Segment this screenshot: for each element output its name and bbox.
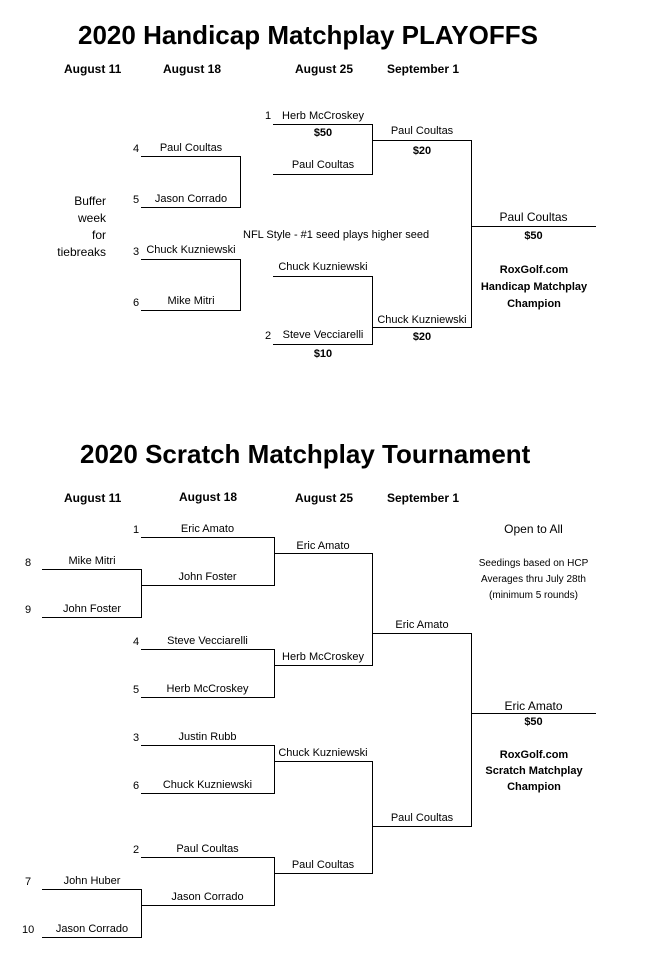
seeding-note-line: Averages thru July 28th <box>481 574 586 585</box>
seed-number: 2 <box>133 844 140 856</box>
player-name: Eric Amato <box>296 540 350 552</box>
date-label: September 1 <box>387 491 460 505</box>
champion-caption <box>470 747 598 795</box>
bracket-line <box>141 857 274 858</box>
player-name: Mike Mitri <box>68 555 116 567</box>
bracket-line <box>273 276 372 277</box>
bracket-line <box>141 905 274 906</box>
player-name: Paul Coultas <box>291 859 355 871</box>
seeding-note <box>466 556 601 604</box>
seed-number: 3 <box>133 246 140 258</box>
seed-number: 4 <box>133 143 140 155</box>
buffer-note-line: for <box>91 228 106 242</box>
champion-caption <box>470 262 598 313</box>
player-name: Herb McCroskey <box>282 110 364 122</box>
open-note: Open to All <box>504 522 563 536</box>
player-name: Paul Coultas <box>390 125 454 137</box>
player-name: Jason Corrado <box>55 923 129 935</box>
caption-line: Handicap Matchplay <box>480 281 588 293</box>
bracket-line <box>471 713 596 714</box>
buffer-note <box>46 193 106 261</box>
bracket-line <box>372 553 373 666</box>
seed-number: 5 <box>133 684 140 696</box>
bracket-line <box>141 310 240 311</box>
prize-amount: $50 <box>524 716 543 728</box>
player-name: John Foster <box>178 571 237 583</box>
player-name: Eric Amato <box>395 619 449 631</box>
caption-line: RoxGolf.com <box>499 749 569 761</box>
bracket-line <box>273 124 372 125</box>
player-name: Paul Coultas <box>291 159 355 171</box>
bracket-line <box>471 633 472 827</box>
date-label: August 18 <box>179 490 238 504</box>
bracket-line <box>42 889 141 890</box>
player-name: Chuck Kuzniewski <box>278 261 368 273</box>
seed-number: 6 <box>133 297 140 309</box>
prize-amount: $50 <box>313 127 333 139</box>
bracket-line <box>141 697 274 698</box>
player-name: Herb McCroskey <box>282 651 364 663</box>
buffer-note-line: Buffer <box>74 194 106 208</box>
bracket-line <box>274 665 372 666</box>
bracket-line <box>372 826 471 827</box>
date-label: August 11 <box>64 62 122 76</box>
bracket-line <box>42 937 141 938</box>
caption-line: Scratch Matchplay <box>485 765 583 777</box>
player-name: John Foster <box>62 603 122 615</box>
prize-amount: $20 <box>412 331 432 343</box>
handicap-title: 2020 Handicap Matchplay PLAYOFFS <box>78 20 538 50</box>
bracket-line <box>141 207 240 208</box>
prize-amount: $20 <box>412 145 432 157</box>
champion-name: Eric Amato <box>504 699 563 713</box>
caption-line: Champion <box>507 781 561 793</box>
bracket-line <box>141 537 274 538</box>
date-label: August 25 <box>295 491 354 505</box>
player-name: Paul Coultas <box>159 142 223 154</box>
date-label: August 18 <box>163 62 222 76</box>
player-name: Paul Coultas <box>390 812 454 824</box>
seed-number: 10 <box>22 924 35 936</box>
player-name: Steve Vecciarelli <box>167 635 248 647</box>
seed-number: 8 <box>25 557 32 569</box>
bracket-line <box>141 585 274 586</box>
player-name: Jason Corrado <box>154 193 228 205</box>
bracket-line <box>240 259 241 311</box>
bracket-line <box>274 553 372 554</box>
player-name: Herb McCroskey <box>166 683 249 695</box>
bracket-line <box>141 156 240 157</box>
player-name: Justin Rubb <box>178 731 237 743</box>
bracket-line <box>141 793 274 794</box>
date-label: August 25 <box>295 62 354 76</box>
player-name: Jason Corrado <box>171 891 244 903</box>
seed-number: 5 <box>133 194 140 206</box>
date-label: September 1 <box>387 62 460 76</box>
seed-number: 4 <box>133 636 140 648</box>
bracket-line <box>141 745 274 746</box>
player-name: Steve Vecciarelli <box>282 329 364 341</box>
player-name: Paul Coultas <box>176 843 239 855</box>
seed-number: 1 <box>133 524 140 536</box>
champion-name: Paul Coultas <box>499 210 568 224</box>
bracket-line <box>42 617 141 618</box>
seed-number: 9 <box>25 604 32 616</box>
seed-number: 6 <box>133 780 140 792</box>
player-name: Chuck Kuzniewski <box>162 779 253 791</box>
bracket-line <box>42 569 141 570</box>
seed-number: 3 <box>133 732 140 744</box>
date-label: August 11 <box>64 491 122 505</box>
bracket-line <box>471 226 596 227</box>
bracket-line <box>273 174 372 175</box>
bracket-line <box>240 156 241 208</box>
seeding-note-line: Seedings based on HCP <box>478 558 589 569</box>
player-name: Chuck Kuzniewski <box>146 244 236 256</box>
bracket-line <box>274 873 372 874</box>
prize-amount: $50 <box>524 230 543 242</box>
bracket-line <box>141 649 274 650</box>
bracket-line <box>372 327 471 328</box>
prize-amount: $10 <box>313 348 333 360</box>
bracket-line <box>372 633 471 634</box>
player-name: Mike Mitri <box>167 295 215 307</box>
seed-number: 2 <box>265 330 272 342</box>
bracket-line <box>274 761 372 762</box>
caption-line: Champion <box>507 298 561 310</box>
seed-number: 1 <box>265 110 272 122</box>
seed-number: 7 <box>25 876 32 888</box>
nfl-style-note: NFL Style - #1 seed plays higher seed <box>243 229 430 241</box>
scratch-title: 2020 Scratch Matchplay Tournament <box>80 439 531 469</box>
buffer-note-line: tiebreaks <box>57 245 106 259</box>
bracket-line <box>141 259 240 260</box>
buffer-note-line: week <box>77 211 106 225</box>
player-name: Chuck Kuzniewski <box>377 314 467 326</box>
player-name: Chuck Kuzniewski <box>278 747 368 759</box>
caption-line: RoxGolf.com <box>499 264 569 276</box>
player-name: Eric Amato <box>180 523 235 535</box>
player-name: John Huber <box>63 875 121 887</box>
seeding-note-line: (minimum 5 rounds) <box>489 590 578 601</box>
bracket-line <box>273 344 372 345</box>
bracket-line <box>372 140 471 141</box>
